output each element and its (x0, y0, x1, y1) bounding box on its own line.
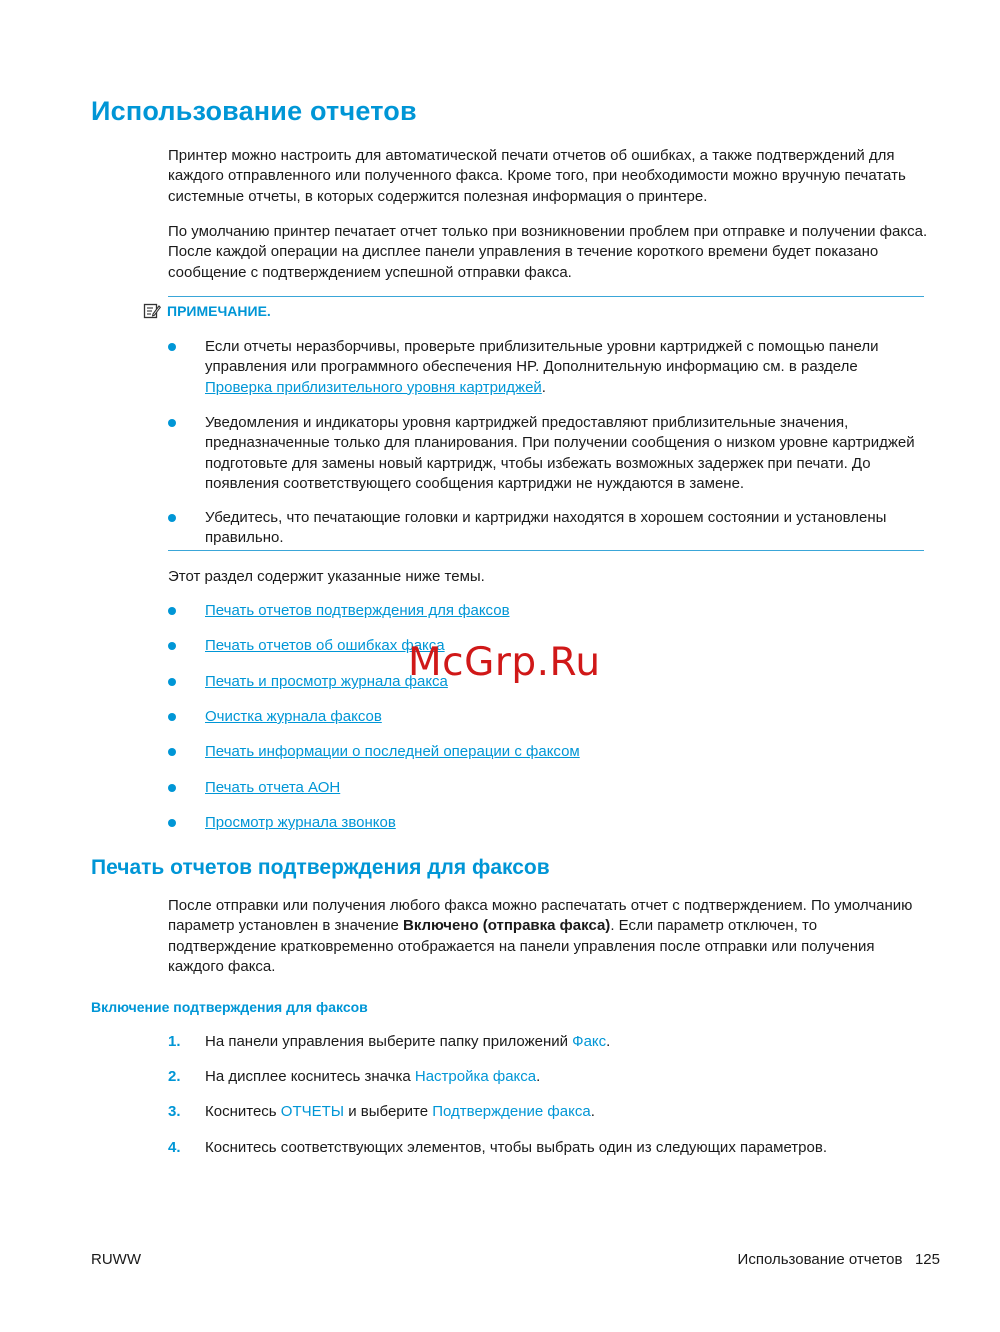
footer-left: RUWW (91, 1251, 141, 1268)
topic-link-last-transaction[interactable]: Печать информации о последней операции с факсом (205, 743, 580, 760)
ui-label-fax-confirmation: Подтверждение факса (432, 1103, 591, 1120)
step-4: Коснитесь соответствующих элементов, чтобы выбрать один из следующих параметров. (205, 1139, 827, 1156)
note-header (143, 302, 271, 320)
page-title: Использование отчетов (91, 96, 417, 126)
topics-intro: Этот раздел содержит указанные ниже темы. (168, 568, 485, 585)
topic-link-fax-log[interactable]: Печать и просмотр журнала факса (205, 673, 448, 690)
topic-link-confirmation[interactable]: Печать отчетов подтверждения для факсов (205, 602, 510, 619)
note-item-1: Если отчеты неразборчивы, проверьте приблизительные уровни картриджей с помощью панели управления или программного обеспечения HP. Дополнительную информацию см. в разделе Проверка приблизительного уровня картриджей. (205, 338, 879, 396)
note-item-2: Уведомления и индикаторы уровня картриджей предоставляют приблизительные значения, предназначенные только для планирования. При получении сообщения о низком уровне картриджей подготовьте для замены новый картридж, чтобы избежать возможных задержек при печати. До появления соответствующего сообщения картриджи не нуждаются в замене. (205, 414, 915, 492)
ui-label-fax: Факс (572, 1033, 607, 1050)
note-item-3: Убедитесь, что печатающие головки и картриджи находятся в хорошем состоянии и установлены правильно. (205, 509, 887, 547)
step-number-2: 2. (168, 1068, 181, 1085)
topic-link-caller-id[interactable]: Печать отчета АОН (205, 779, 341, 796)
note-bottom-rule (168, 550, 924, 551)
page-number: 125 (914, 1251, 940, 1268)
note-bullet-3 (168, 514, 176, 522)
topic-bullet (168, 607, 176, 615)
step-2: На дисплее коснитесь значка Настройка факса. (205, 1068, 541, 1085)
topic-link-error-reports[interactable]: Печать отчетов об ошибках факса (205, 637, 445, 654)
footer-right (738, 1250, 940, 1270)
note-top-rule (168, 296, 924, 297)
footer-section: Использование отчетов (737, 1251, 903, 1268)
topic-link-clear-log[interactable]: Очистка журнала факсов (205, 708, 382, 725)
step-number-3: 3. (168, 1103, 181, 1120)
cartridge-level-link[interactable]: Проверка приблизительного уровня картриджей (205, 378, 542, 396)
topic-link-call-history[interactable]: Просмотр журнала звонков (205, 814, 396, 831)
subsection-title: Включение подтверждения для факсов (91, 999, 368, 1015)
section-paragraph: После отправки или получения любого факса можно распечатать отчет с подтверждением. По умолчанию параметр установлен в значение Включено (отправка факса). Если параметр отключен, то подтверждение кратковременно отображается на панели управления после отправки или получения каждого факса. (168, 897, 913, 975)
watermark: McGrp.Ru (408, 640, 601, 685)
topic-bullet (168, 819, 176, 827)
note-pencil-icon (143, 302, 161, 320)
ui-label-reports: ОТЧЕТЫ (280, 1103, 345, 1120)
section-title: Печать отчетов подтверждения для факсов (91, 856, 550, 879)
note-bullet-1 (168, 343, 176, 351)
intro-paragraph-1: Принтер можно настроить для автоматической печати отчетов об ошибках, а также подтверждений для каждого отправленного или полученного факса. Кроме того, при необходимости можно вручную печатать системные отчеты, в которых содержится полезная информация о принтере. (168, 147, 906, 205)
topic-bullet (168, 642, 176, 650)
topic-bullet (168, 784, 176, 792)
topic-bullet (168, 748, 176, 756)
intro-paragraph-2: По умолчанию принтер печатает отчет только при возникновении проблем при отправке и получении факса. После каждой операции на дисплее панели управления в течение короткого времени будет показано сообщение с подтверждением успешной отправки факса. (168, 223, 928, 281)
ui-label-fax-setup: Настройка факса (414, 1068, 537, 1085)
topic-bullet (168, 713, 176, 721)
note-label: ПРИМЕЧАНИЕ. (167, 303, 271, 319)
step-number-1: 1. (168, 1033, 181, 1050)
step-3: Коснитесь ОТЧЕТЫ и выберите Подтверждение факса. (205, 1103, 595, 1120)
step-number-4: 4. (168, 1139, 181, 1156)
step-1: На панели управления выберите папку приложений Факс. (205, 1033, 611, 1050)
note-bullet-2 (168, 419, 176, 427)
topic-bullet (168, 678, 176, 686)
